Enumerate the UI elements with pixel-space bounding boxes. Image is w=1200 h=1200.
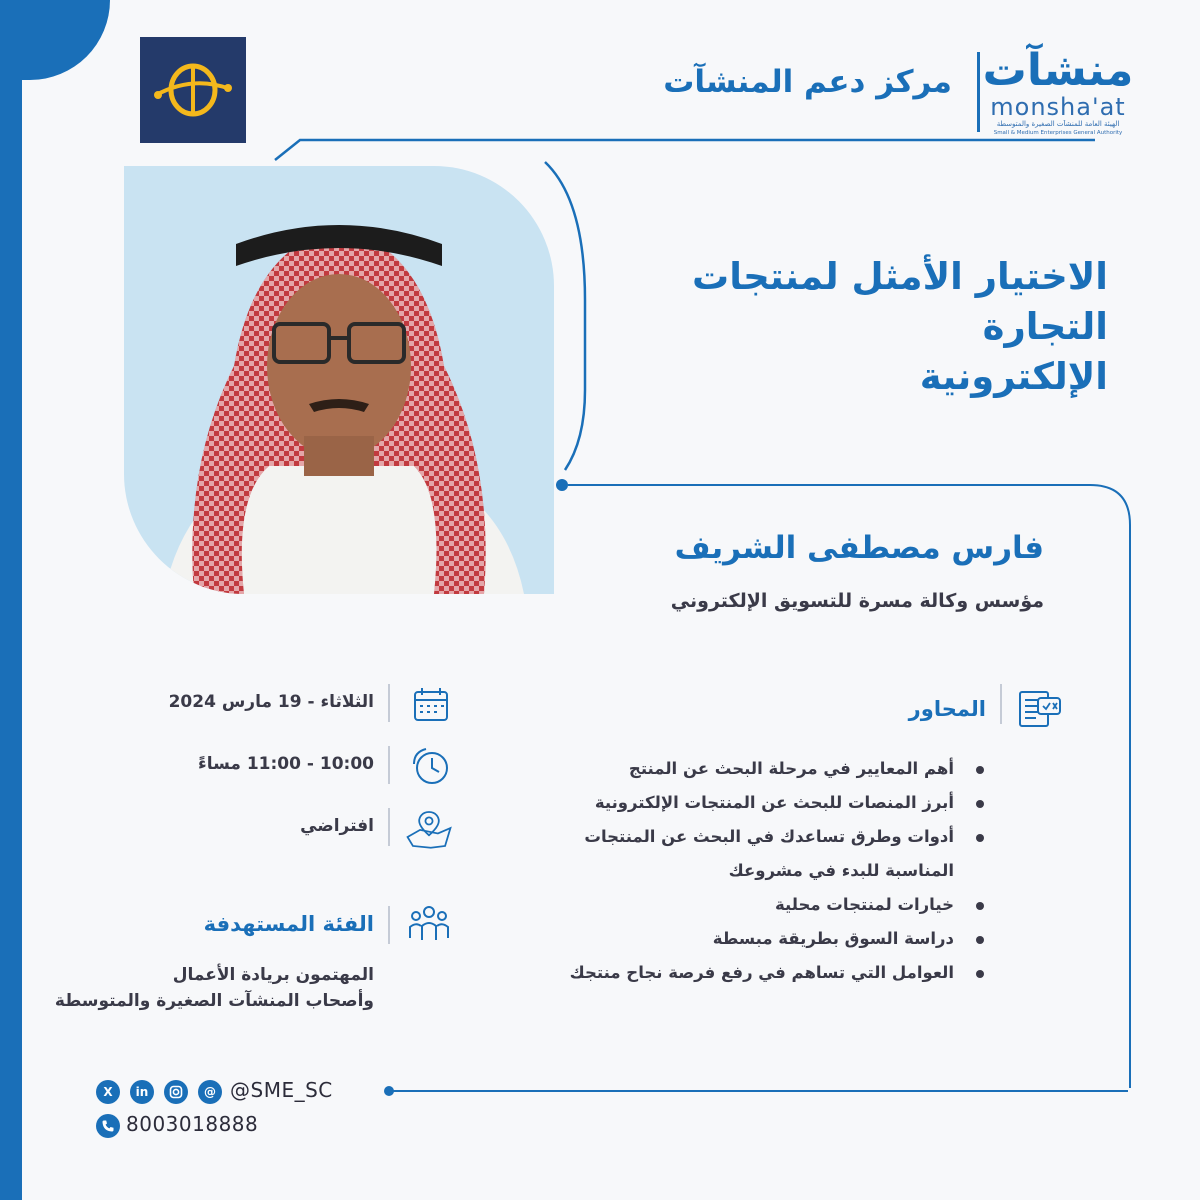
threads-icon[interactable]: @ xyxy=(198,1080,222,1104)
target-audience-line-2: وأصحاب المنشآت الصغيرة والمتوسطة xyxy=(54,991,374,1011)
list-item: خيارات لمنتجات محلية xyxy=(568,888,988,922)
event-title-line-1: الاختيار الأمثل لمنتجات التجارة xyxy=(692,255,1108,348)
footer-line xyxy=(388,1090,1128,1092)
target-divider xyxy=(388,906,390,944)
monshaat-logo xyxy=(978,45,1138,137)
event-title xyxy=(588,252,1108,402)
map-pin-icon xyxy=(404,804,454,854)
list-item: أهم المعايير في مرحلة البحث عن المنتج xyxy=(568,752,988,786)
event-date: الثلاثاء - 19 مارس 2024 xyxy=(168,692,374,712)
phone-icon xyxy=(96,1114,120,1138)
speaker-role: مؤسس وكالة مسرة للتسويق الإلكتروني xyxy=(670,590,1044,612)
calendar-icon xyxy=(406,680,456,730)
list-item: أدوات وطرق تساعدك في البحث عن المنتجات المناسبة للبدء في مشروعك xyxy=(568,820,988,888)
date-divider xyxy=(388,684,390,722)
speaker-photo xyxy=(124,166,554,594)
brand-subtitle-english: Small & Medium Enterprises General Authority xyxy=(993,130,1123,136)
audience-icon xyxy=(404,900,454,950)
list-item: أبرز المنصات للبحث عن المنتجات الإلكترونية xyxy=(568,786,988,820)
axes-list xyxy=(568,752,988,990)
x-icon[interactable]: X xyxy=(96,1080,120,1104)
social-handle[interactable]: @SME_SC xyxy=(230,1078,333,1102)
speaker-name: فارس مصطفى الشريف xyxy=(674,530,1044,566)
axes-title: المحاور xyxy=(908,697,986,721)
location-divider xyxy=(388,808,390,846)
instagram-icon[interactable] xyxy=(164,1080,188,1104)
brand-arabic: منشآت xyxy=(982,45,1134,96)
brand-subtitle-arabic: الهيئة العامة للمنشآت الصغيرة والمتوسطة xyxy=(996,120,1120,128)
discussion-axes-icon xyxy=(1016,686,1062,732)
event-location: افتراضي xyxy=(300,816,374,836)
target-audience-title: الفئة المستهدفة xyxy=(203,912,374,936)
linkedin-icon[interactable]: in xyxy=(130,1080,154,1104)
partner-logo-emblem-icon xyxy=(148,55,238,125)
event-time: 10:00 - 11:00 مساءً xyxy=(198,754,374,774)
axes-divider xyxy=(1000,684,1002,724)
phone-number[interactable]: 8003018888 xyxy=(126,1112,259,1136)
brand-english: monsha'at xyxy=(990,93,1126,121)
target-audience-line-1: المهتمون بريادة الأعمال xyxy=(172,965,374,985)
event-title-line-2: الإلكترونية xyxy=(919,355,1108,398)
list-item: العوامل التي تساهم في رفع فرصة نجاح منتجك xyxy=(568,956,988,990)
time-divider xyxy=(388,746,390,784)
center-name: مركز دعم المنشآت xyxy=(663,64,952,100)
list-item: دراسة السوق بطريقة مبسطة xyxy=(568,922,988,956)
partner-logo xyxy=(140,37,246,143)
speaker-portrait-icon xyxy=(124,166,554,594)
clock-icon xyxy=(406,742,456,792)
target-audience-text xyxy=(55,962,374,1014)
